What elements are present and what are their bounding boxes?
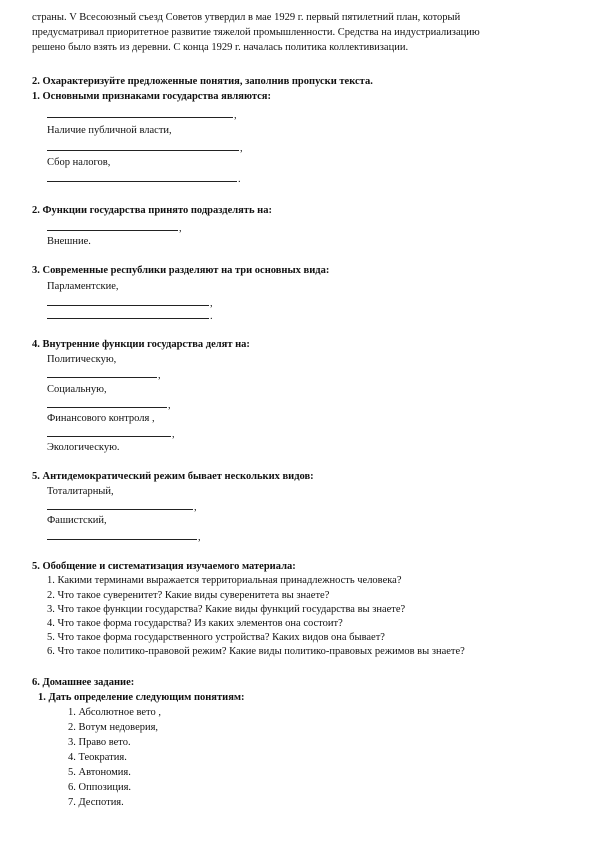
q1-title: 1. Основными признаками государства являются: xyxy=(32,91,271,102)
task-2-heading: 2. Охарактеризуйте предложенные понятия, заполнив пропуски текста. xyxy=(32,76,373,87)
blank-comma: , xyxy=(168,400,171,411)
fill-blank[interactable] xyxy=(47,398,167,408)
task-6-heading: 6. Домашнее задание: xyxy=(32,677,135,688)
review-question-5: 5. Что такое форма государственного устройства? Каких видов она бывает? xyxy=(47,632,385,643)
blank-comma: , xyxy=(158,370,161,381)
term-1: 1. Абсолютное вето , xyxy=(68,707,161,718)
term-2: 2. Вотум недоверия, xyxy=(68,722,159,733)
blank-comma: , xyxy=(198,532,201,543)
q3-item-1: Парламентские, xyxy=(47,281,119,292)
q4-blank-1[interactable] xyxy=(47,368,161,383)
q5-title: 5. Антидемократический режим бывает нескольких видов: xyxy=(32,471,314,482)
q5-blank-2[interactable] xyxy=(47,530,201,545)
q4-item-4: Экологическую. xyxy=(47,442,120,453)
intro-line-3: решено было взять из деревни. С конца 1929 г. началась политика коллективизации. xyxy=(32,42,409,53)
q1-item-2: Сбор налогов, xyxy=(47,157,111,168)
q2-title: 2. Функции государства принято подразделять на: xyxy=(32,205,272,216)
q1-blank-1[interactable] xyxy=(47,108,237,123)
blank-comma: , xyxy=(179,223,182,234)
term-3: 3. Право вето. xyxy=(68,737,131,748)
fill-blank[interactable] xyxy=(47,221,178,231)
q3-blank-2[interactable] xyxy=(47,309,213,324)
q1-item-1: Наличие публичной власти, xyxy=(47,125,172,136)
blank-comma: , xyxy=(194,502,197,513)
review-question-4: 4. Что такое форма государства? Из каких элементов она состоит? xyxy=(47,618,343,629)
task-5-heading: 5. Обобщение и систематизация изучаемого материала: xyxy=(32,561,296,572)
blank-comma: , xyxy=(172,429,175,440)
q4-blank-3[interactable] xyxy=(47,427,175,442)
q4-title: 4. Внутренние функции государства делят на: xyxy=(32,339,250,350)
blank-period: . xyxy=(210,311,213,322)
q2-item-1: Внешние. xyxy=(47,236,91,247)
term-6: 6. Оппозиция. xyxy=(68,782,132,793)
review-question-3: 3. Что такое функции государства? Какие виды функций государства вы знаете? xyxy=(47,604,406,615)
q4-item-3: Финансового контроля , xyxy=(47,413,155,424)
fill-blank[interactable] xyxy=(47,309,209,319)
term-7: 7. Деспотия. xyxy=(68,797,124,808)
homework-subheading: 1. Дать определение следующим понятиям: xyxy=(38,692,245,703)
review-question-2: 2. Что такое суверенитет? Какие виды суверенитета вы знаете? xyxy=(47,590,330,601)
q4-blank-2[interactable] xyxy=(47,398,171,413)
fill-blank[interactable] xyxy=(47,172,237,182)
q5-blank-1[interactable] xyxy=(47,500,197,515)
q4-item-2: Социальную, xyxy=(47,384,107,395)
term-4: 4. Теократия. xyxy=(68,752,127,763)
review-question-1: 1. Какими терминами выражается территориальная принадлежность человека? xyxy=(47,575,402,586)
q5-item-1: Тоталитарный, xyxy=(47,486,114,497)
blank-period: . xyxy=(238,174,241,185)
q1-blank-2[interactable] xyxy=(47,141,243,156)
blank-comma: , xyxy=(240,143,243,154)
q2-blank-1[interactable] xyxy=(47,221,182,236)
q5-item-2: Фашистский, xyxy=(47,515,107,526)
intro-line-2: предусматривал приоритетное развитие тяжелой промышленности. Средства на индустриализацию xyxy=(32,27,480,38)
fill-blank[interactable] xyxy=(47,296,209,306)
q1-blank-3[interactable] xyxy=(47,172,241,187)
fill-blank[interactable] xyxy=(47,427,171,437)
blank-comma: , xyxy=(210,298,213,309)
fill-blank[interactable] xyxy=(47,368,157,378)
q4-item-1: Политическую, xyxy=(47,354,117,365)
fill-blank[interactable] xyxy=(47,141,239,151)
q3-title: 3. Современные республики разделяют на три основных вида: xyxy=(32,265,330,276)
fill-blank[interactable] xyxy=(47,530,197,540)
intro-line-1: страны. V Всесоюзный съезд Советов утвердил в мае 1929 г. первый пятилетний план, который xyxy=(32,12,461,23)
blank-comma: , xyxy=(234,110,237,121)
term-5: 5. Автономия. xyxy=(68,767,131,778)
review-question-6: 6. Что такое политико-правовой режим? Какие виды политико-правовых режимов вы знаете? xyxy=(47,646,465,657)
fill-blank[interactable] xyxy=(47,108,233,118)
fill-blank[interactable] xyxy=(47,500,193,510)
